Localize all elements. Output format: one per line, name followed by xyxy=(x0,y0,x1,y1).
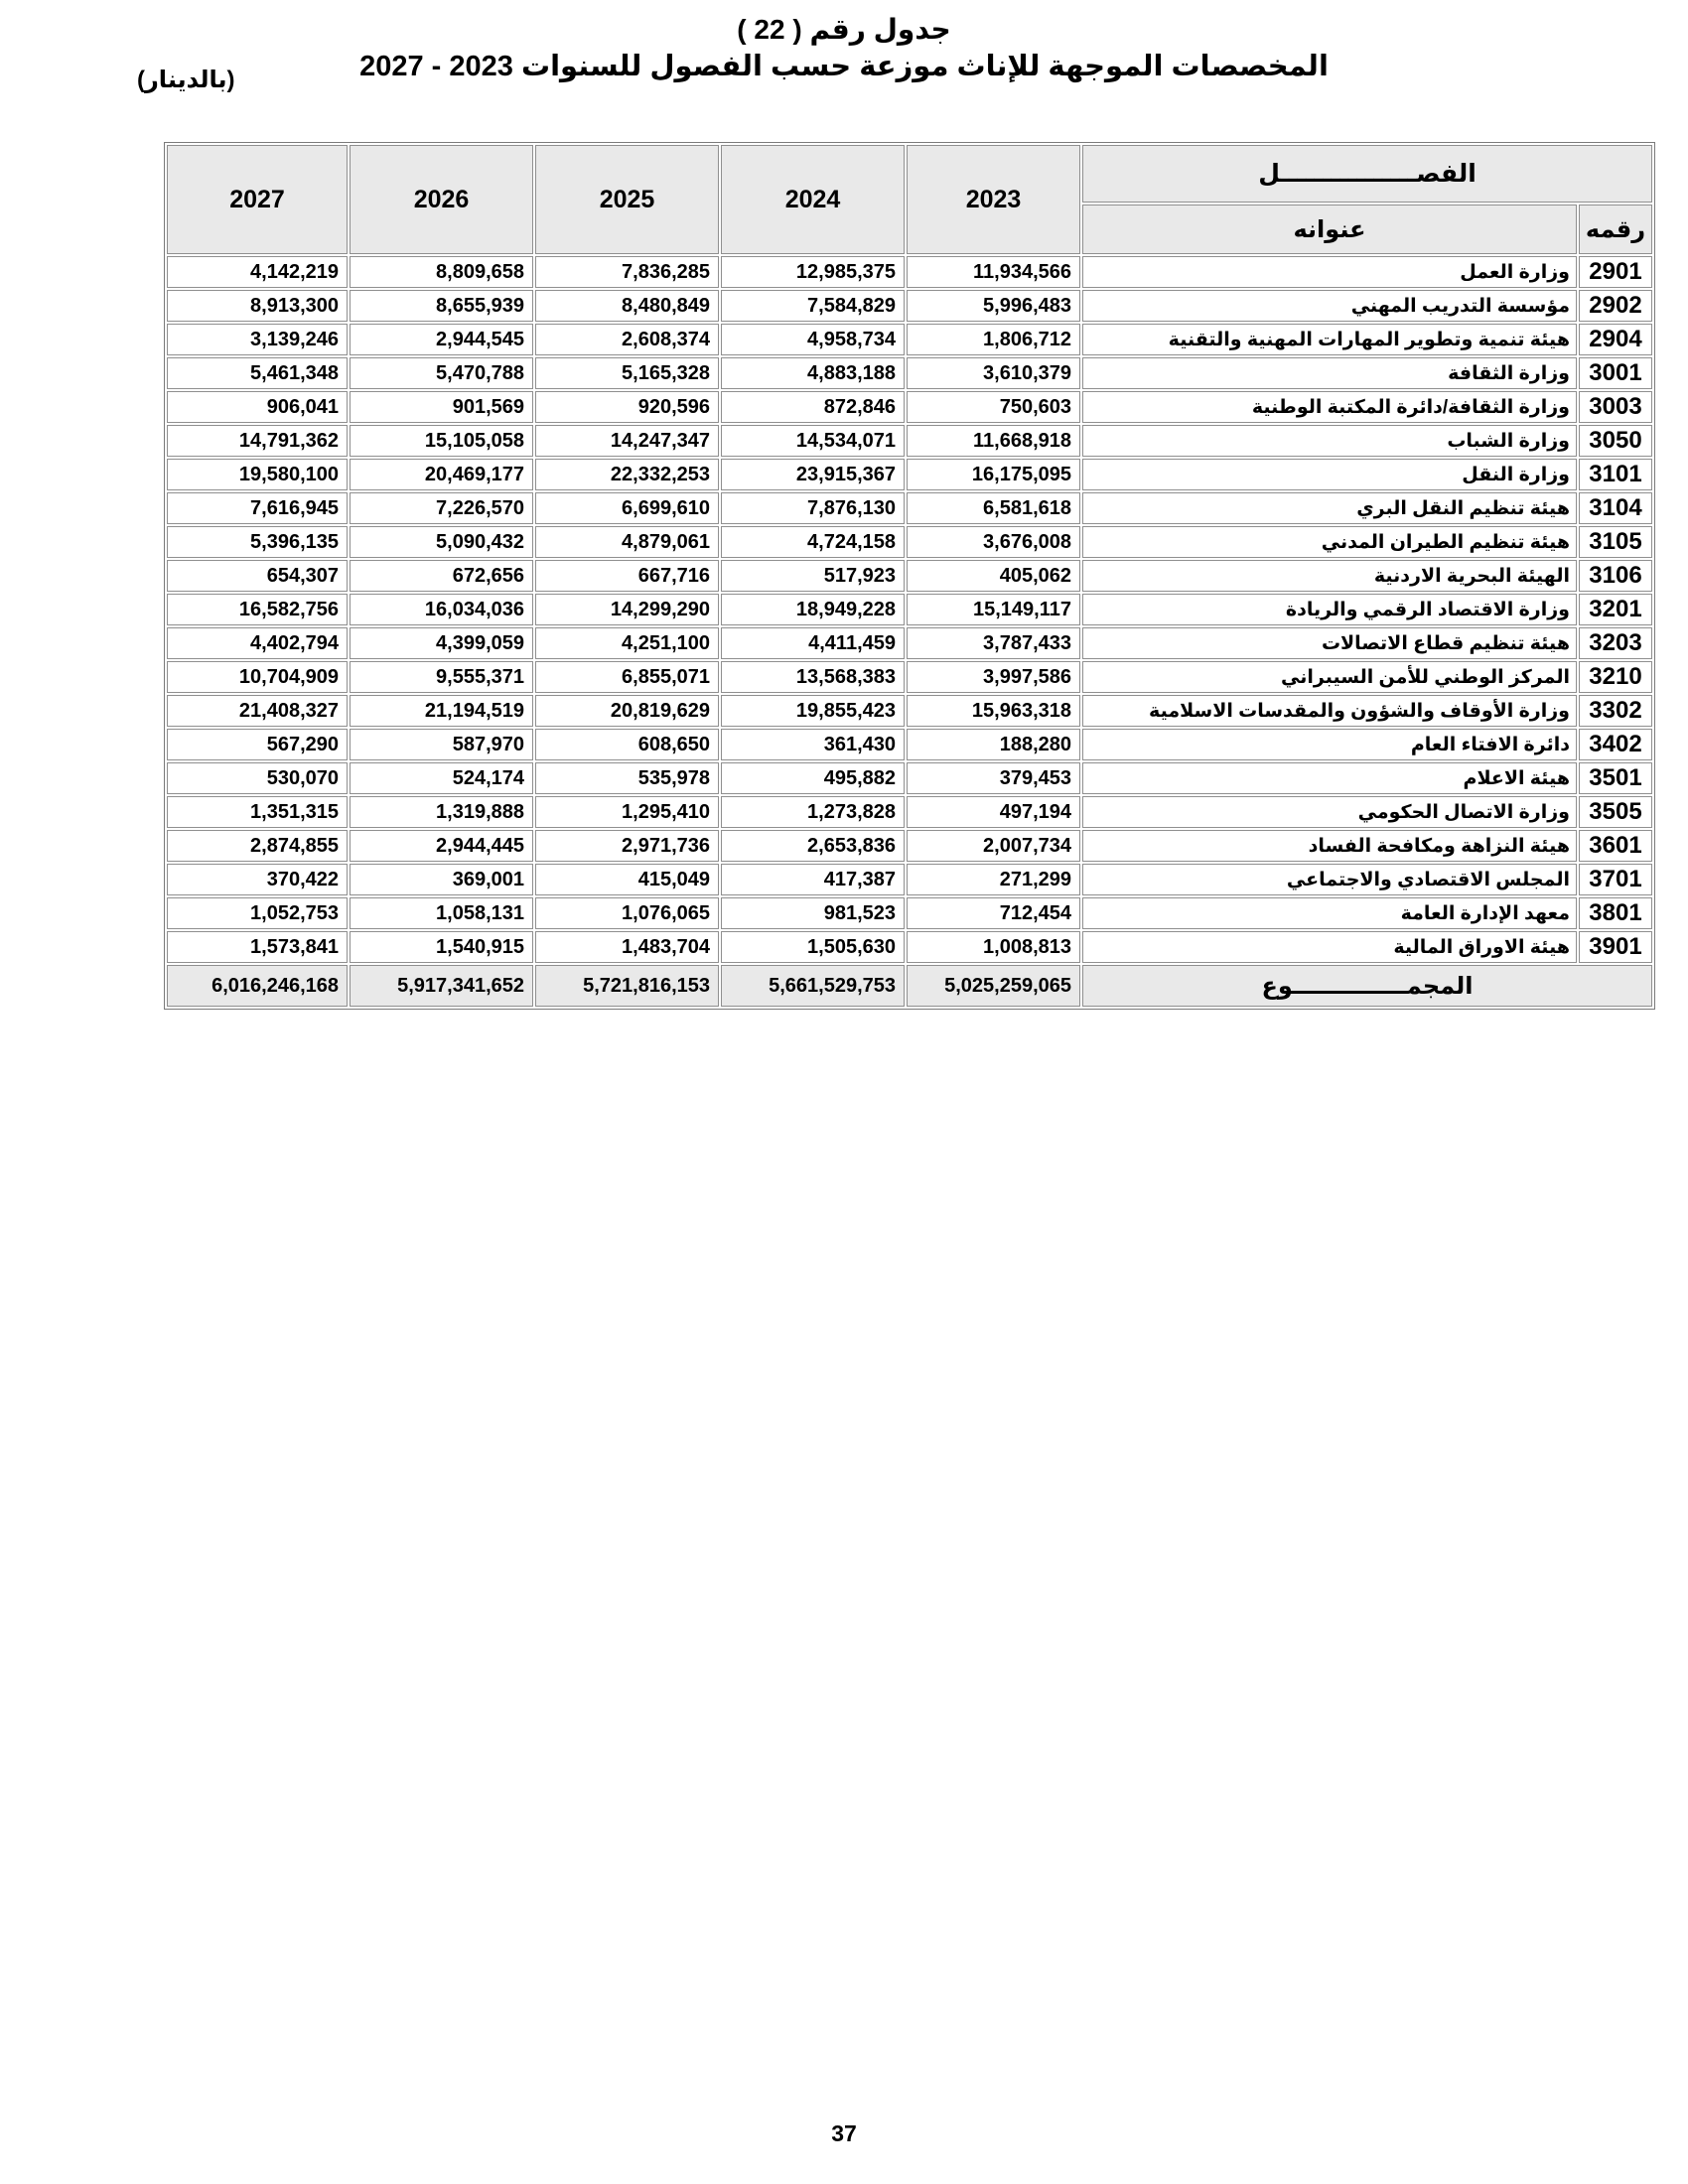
value-cell-2026: 21,194,519 xyxy=(350,695,533,727)
table-body xyxy=(167,256,1652,963)
chapter-name-cell: هيئة تنمية وتطوير المهارات المهنية والتقنية xyxy=(1082,324,1577,355)
value-cell-2027: 19,580,100 xyxy=(167,459,348,490)
title-block xyxy=(0,12,1688,85)
value-cell-2026: 20,469,177 xyxy=(350,459,533,490)
value-cell-2024: 495,882 xyxy=(721,762,905,794)
value-cell-2026: 15,105,058 xyxy=(350,425,533,457)
chapter-name-cell: وزارة الشباب xyxy=(1082,425,1577,457)
year-header-2024: 2024 xyxy=(721,145,905,254)
chapter-code-cell: 3302 xyxy=(1579,695,1652,727)
value-cell-2026: 9,555,371 xyxy=(350,661,533,693)
chapter-row xyxy=(167,594,1652,625)
total-value-2025: 5,721,816,153 xyxy=(535,965,719,1007)
chapter-name-cell: دائرة الافتاء العام xyxy=(1082,729,1577,760)
chapter-name-cell: وزارة العمل xyxy=(1082,256,1577,288)
chapter-code-cell: 2901 xyxy=(1579,256,1652,288)
value-cell-2025: 20,819,629 xyxy=(535,695,719,727)
value-cell-2024: 872,846 xyxy=(721,391,905,423)
value-cell-2026: 7,226,570 xyxy=(350,492,533,524)
value-cell-2024: 12,985,375 xyxy=(721,256,905,288)
chapter-code-cell: 3210 xyxy=(1579,661,1652,693)
chapter-code-cell: 3402 xyxy=(1579,729,1652,760)
value-cell-2024: 981,523 xyxy=(721,897,905,929)
value-cell-2024: 14,534,071 xyxy=(721,425,905,457)
value-cell-2026: 587,970 xyxy=(350,729,533,760)
value-cell-2027: 654,307 xyxy=(167,560,348,592)
value-cell-2026: 901,569 xyxy=(350,391,533,423)
chapter-name-cell: مؤسسة التدريب المهني xyxy=(1082,290,1577,322)
value-cell-2026: 5,470,788 xyxy=(350,357,533,389)
value-cell-2024: 1,273,828 xyxy=(721,796,905,828)
chapter-name-cell: معهد الإدارة العامة xyxy=(1082,897,1577,929)
value-cell-2025: 1,076,065 xyxy=(535,897,719,929)
value-cell-2026: 2,944,545 xyxy=(350,324,533,355)
chapter-row xyxy=(167,661,1652,693)
chapter-code-cell: 3203 xyxy=(1579,627,1652,659)
table-main-title: المخصصات الموجهة للإناث موزعة حسب الفصول للسنوات 2023 - 2027 xyxy=(359,51,1329,82)
chapter-row xyxy=(167,729,1652,760)
value-cell-2023: 11,668,918 xyxy=(907,425,1080,457)
value-cell-2025: 8,480,849 xyxy=(535,290,719,322)
value-cell-2024: 4,883,188 xyxy=(721,357,905,389)
table-header xyxy=(167,145,1652,254)
value-cell-2026: 8,655,939 xyxy=(350,290,533,322)
value-cell-2026: 16,034,036 xyxy=(350,594,533,625)
chapter-row xyxy=(167,324,1652,355)
total-value-2026: 5,917,341,652 xyxy=(350,965,533,1007)
chapter-row xyxy=(167,290,1652,322)
value-cell-2026: 1,540,915 xyxy=(350,931,533,963)
chapter-row xyxy=(167,627,1652,659)
table-number-title: جدول رقم ( 22 ) xyxy=(737,14,951,45)
total-value-2024: 5,661,529,753 xyxy=(721,965,905,1007)
value-cell-2027: 4,142,219 xyxy=(167,256,348,288)
value-cell-2027: 530,070 xyxy=(167,762,348,794)
header-row-chapter xyxy=(167,145,1652,203)
chapter-name-cell: هيئة تنظيم النقل البري xyxy=(1082,492,1577,524)
value-cell-2027: 10,704,909 xyxy=(167,661,348,693)
value-cell-2025: 920,596 xyxy=(535,391,719,423)
chapter-code-cell: 2904 xyxy=(1579,324,1652,355)
value-cell-2023: 750,603 xyxy=(907,391,1080,423)
chapter-row xyxy=(167,256,1652,288)
chapter-header-cell: الفصــــــــــــــــل xyxy=(1082,145,1652,203)
value-cell-2027: 1,573,841 xyxy=(167,931,348,963)
chapter-code-cell: 2902 xyxy=(1579,290,1652,322)
value-cell-2023: 16,175,095 xyxy=(907,459,1080,490)
value-cell-2026: 524,174 xyxy=(350,762,533,794)
value-cell-2025: 1,295,410 xyxy=(535,796,719,828)
chapter-code-cell: 3901 xyxy=(1579,931,1652,963)
value-cell-2027: 3,139,246 xyxy=(167,324,348,355)
chapter-name-cell: وزارة النقل xyxy=(1082,459,1577,490)
chapter-name-cell: وزارة الاتصال الحكومي xyxy=(1082,796,1577,828)
chapter-row xyxy=(167,762,1652,794)
chapter-name-cell: المجلس الاقتصادي والاجتماعي xyxy=(1082,864,1577,895)
value-cell-2023: 379,453 xyxy=(907,762,1080,794)
chapter-code-cell: 3003 xyxy=(1579,391,1652,423)
year-header-2026: 2026 xyxy=(350,145,533,254)
value-cell-2024: 1,505,630 xyxy=(721,931,905,963)
chapter-code-cell: 3701 xyxy=(1579,864,1652,895)
chapter-name-cell: وزارة الثقافة xyxy=(1082,357,1577,389)
chapter-row xyxy=(167,526,1652,558)
chapter-row xyxy=(167,931,1652,963)
chapter-name-cell: الهيئة البحرية الاردنية xyxy=(1082,560,1577,592)
chapter-name-cell: هيئة تنظيم الطيران المدني xyxy=(1082,526,1577,558)
value-cell-2027: 1,052,753 xyxy=(167,897,348,929)
value-cell-2023: 11,934,566 xyxy=(907,256,1080,288)
chapter-name-header: عنوانه xyxy=(1082,205,1577,254)
value-cell-2024: 417,387 xyxy=(721,864,905,895)
value-cell-2025: 415,049 xyxy=(535,864,719,895)
value-cell-2025: 5,165,328 xyxy=(535,357,719,389)
value-cell-2027: 5,396,135 xyxy=(167,526,348,558)
value-cell-2026: 1,058,131 xyxy=(350,897,533,929)
chapter-row xyxy=(167,459,1652,490)
chapter-code-cell: 3106 xyxy=(1579,560,1652,592)
chapter-name-cell: وزارة الاقتصاد الرقمي والريادة xyxy=(1082,594,1577,625)
chapter-row xyxy=(167,425,1652,457)
chapter-name-cell: وزارة الأوقاف والشؤون والمقدسات الاسلامية xyxy=(1082,695,1577,727)
value-cell-2027: 8,913,300 xyxy=(167,290,348,322)
value-cell-2026: 5,090,432 xyxy=(350,526,533,558)
year-header-2023: 2023 xyxy=(907,145,1080,254)
value-cell-2023: 3,997,586 xyxy=(907,661,1080,693)
value-cell-2025: 667,716 xyxy=(535,560,719,592)
chapter-code-cell: 3801 xyxy=(1579,897,1652,929)
value-cell-2023: 3,610,379 xyxy=(907,357,1080,389)
chapter-code-cell: 3050 xyxy=(1579,425,1652,457)
value-cell-2024: 23,915,367 xyxy=(721,459,905,490)
value-cell-2025: 2,608,374 xyxy=(535,324,719,355)
year-header-2025: 2025 xyxy=(535,145,719,254)
value-cell-2023: 15,963,318 xyxy=(907,695,1080,727)
value-cell-2026: 369,001 xyxy=(350,864,533,895)
value-cell-2024: 7,876,130 xyxy=(721,492,905,524)
chapter-name-cell: هيئة النزاهة ومكافحة الفساد xyxy=(1082,830,1577,862)
page-number: 37 xyxy=(831,2120,857,2146)
chapter-row xyxy=(167,897,1652,929)
value-cell-2024: 517,923 xyxy=(721,560,905,592)
chapter-code-cell: 3001 xyxy=(1579,357,1652,389)
value-cell-2023: 3,787,433 xyxy=(907,627,1080,659)
chapter-row xyxy=(167,357,1652,389)
total-label: المجمــــــــــــــوع xyxy=(1082,965,1652,1007)
value-cell-2025: 14,299,290 xyxy=(535,594,719,625)
chapter-code-cell: 3501 xyxy=(1579,762,1652,794)
value-cell-2024: 13,568,383 xyxy=(721,661,905,693)
value-cell-2023: 15,149,117 xyxy=(907,594,1080,625)
value-cell-2026: 8,809,658 xyxy=(350,256,533,288)
chapter-row xyxy=(167,560,1652,592)
chapter-code-cell: 3601 xyxy=(1579,830,1652,862)
value-cell-2027: 7,616,945 xyxy=(167,492,348,524)
chapter-row xyxy=(167,492,1652,524)
value-cell-2026: 4,399,059 xyxy=(350,627,533,659)
value-cell-2023: 497,194 xyxy=(907,796,1080,828)
chapter-row xyxy=(167,864,1652,895)
chapter-name-cell: هيئة الاوراق المالية xyxy=(1082,931,1577,963)
value-cell-2027: 16,582,756 xyxy=(167,594,348,625)
value-cell-2023: 405,062 xyxy=(907,560,1080,592)
value-cell-2025: 6,855,071 xyxy=(535,661,719,693)
chapter-code-cell: 3105 xyxy=(1579,526,1652,558)
chapter-name-cell: هيئة تنظيم قطاع الاتصالات xyxy=(1082,627,1577,659)
value-cell-2027: 1,351,315 xyxy=(167,796,348,828)
chapter-row xyxy=(167,695,1652,727)
value-cell-2027: 5,461,348 xyxy=(167,357,348,389)
value-cell-2025: 14,247,347 xyxy=(535,425,719,457)
value-cell-2023: 1,806,712 xyxy=(907,324,1080,355)
value-cell-2027: 370,422 xyxy=(167,864,348,895)
year-header-2027: 2027 xyxy=(167,145,348,254)
value-cell-2023: 2,007,734 xyxy=(907,830,1080,862)
chapter-row xyxy=(167,796,1652,828)
chapter-code-cell: 3201 xyxy=(1579,594,1652,625)
value-cell-2025: 6,699,610 xyxy=(535,492,719,524)
value-cell-2027: 906,041 xyxy=(167,391,348,423)
value-cell-2027: 21,408,327 xyxy=(167,695,348,727)
value-cell-2025: 7,836,285 xyxy=(535,256,719,288)
chapter-code-cell: 3505 xyxy=(1579,796,1652,828)
total-value-2027: 6,016,246,168 xyxy=(167,965,348,1007)
value-cell-2027: 2,874,855 xyxy=(167,830,348,862)
value-cell-2024: 7,584,829 xyxy=(721,290,905,322)
currency-note: (بالدينار) xyxy=(137,67,235,93)
value-cell-2026: 672,656 xyxy=(350,560,533,592)
value-cell-2025: 2,971,736 xyxy=(535,830,719,862)
value-cell-2023: 271,299 xyxy=(907,864,1080,895)
value-cell-2027: 4,402,794 xyxy=(167,627,348,659)
chapter-name-cell: هيئة الاعلام xyxy=(1082,762,1577,794)
total-value-2023: 5,025,259,065 xyxy=(907,965,1080,1007)
value-cell-2026: 2,944,445 xyxy=(350,830,533,862)
table-footer xyxy=(167,965,1652,1007)
value-cell-2024: 2,653,836 xyxy=(721,830,905,862)
value-cell-2025: 608,650 xyxy=(535,729,719,760)
value-cell-2027: 567,290 xyxy=(167,729,348,760)
value-cell-2023: 188,280 xyxy=(907,729,1080,760)
chapter-code-header: رقمه xyxy=(1579,205,1652,254)
value-cell-2024: 4,724,158 xyxy=(721,526,905,558)
value-cell-2024: 4,958,734 xyxy=(721,324,905,355)
allocations-table xyxy=(164,142,1655,1010)
value-cell-2024: 4,411,459 xyxy=(721,627,905,659)
value-cell-2023: 5,996,483 xyxy=(907,290,1080,322)
total-row xyxy=(167,965,1652,1007)
value-cell-2024: 19,855,423 xyxy=(721,695,905,727)
value-cell-2025: 4,879,061 xyxy=(535,526,719,558)
value-cell-2025: 535,978 xyxy=(535,762,719,794)
value-cell-2023: 6,581,618 xyxy=(907,492,1080,524)
value-cell-2025: 4,251,100 xyxy=(535,627,719,659)
chapter-row xyxy=(167,391,1652,423)
chapter-row xyxy=(167,830,1652,862)
value-cell-2024: 18,949,228 xyxy=(721,594,905,625)
chapter-name-cell: المركز الوطني للأمن السيبراني xyxy=(1082,661,1577,693)
value-cell-2023: 1,008,813 xyxy=(907,931,1080,963)
chapter-name-cell: وزارة الثقافة/دائرة المكتبة الوطنية xyxy=(1082,391,1577,423)
value-cell-2027: 14,791,362 xyxy=(167,425,348,457)
value-cell-2026: 1,319,888 xyxy=(350,796,533,828)
chapter-code-cell: 3104 xyxy=(1579,492,1652,524)
value-cell-2025: 1,483,704 xyxy=(535,931,719,963)
value-cell-2023: 712,454 xyxy=(907,897,1080,929)
value-cell-2023: 3,676,008 xyxy=(907,526,1080,558)
value-cell-2024: 361,430 xyxy=(721,729,905,760)
value-cell-2025: 22,332,253 xyxy=(535,459,719,490)
chapter-code-cell: 3101 xyxy=(1579,459,1652,490)
